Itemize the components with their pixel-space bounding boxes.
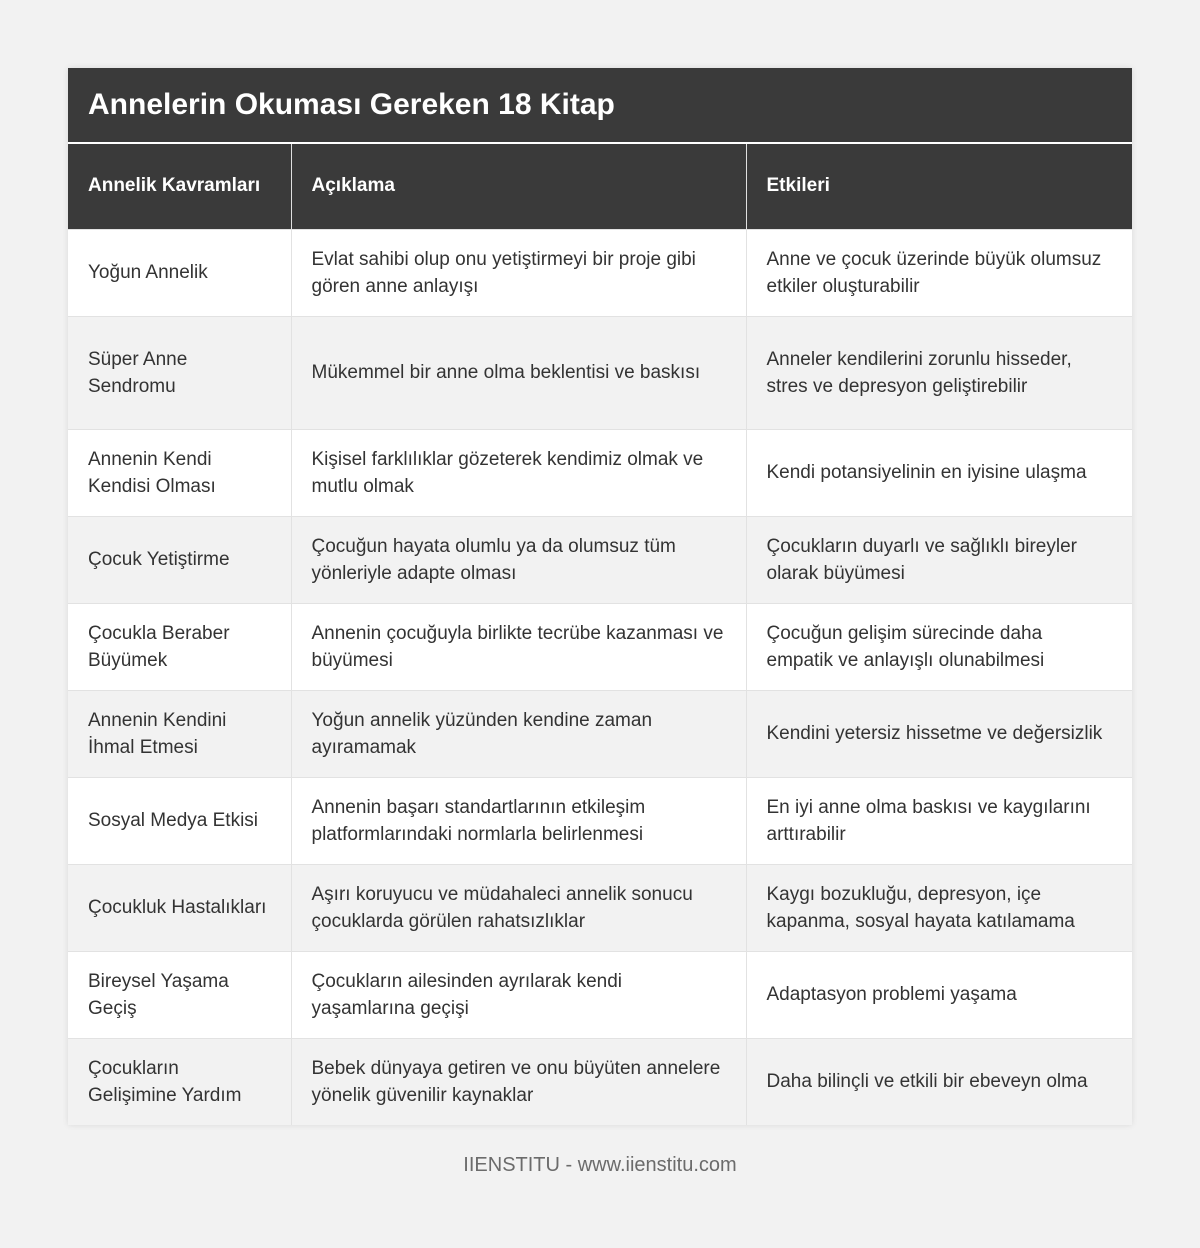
column-header-description: Açıklama [291,144,746,229]
concepts-table [68,144,1132,1125]
table-title: Annelerin Okuması Gereken 18 Kitap [68,68,1132,144]
description-cell: Mükemmel bir anne olma beklentisi ve baskısı [291,316,746,429]
description-cell: Kişisel farklılıklar gözeterek kendimiz olmak ve mutlu olmak [291,429,746,516]
effects-cell: Çocukların duyarlı ve sağlıklı bireyler olarak büyümesi [746,516,1132,603]
description-cell: Çocukların ailesinden ayrılarak kendi yaşamlarına geçişi [291,951,746,1038]
table-row [68,690,1132,777]
description-cell: Annenin başarı standartlarının etkileşim platformlarındaki normlarla belirlenmesi [291,777,746,864]
effects-cell: Kendini yetersiz hissetme ve değersizlik [746,690,1132,777]
table-row [68,516,1132,603]
concept-cell: Bireysel Yaşama Geçiş [68,951,291,1038]
table-row [68,429,1132,516]
concept-cell: Annenin Kendi Kendisi Olması [68,429,291,516]
description-cell: Yoğun annelik yüzünden kendine zaman ayıramamak [291,690,746,777]
concept-cell: Çocukla Beraber Büyümek [68,603,291,690]
column-header-concept: Annelik Kavramları [68,144,291,229]
column-header-effects: Etkileri [746,144,1132,229]
table-row [68,1038,1132,1125]
effects-cell: Anneler kendilerini zorunlu hisseder, stres ve depresyon geliştirebilir [746,316,1132,429]
concept-cell: Yoğun Annelik [68,229,291,316]
effects-cell: En iyi anne olma baskısı ve kaygılarını arttırabilir [746,777,1132,864]
effects-cell: Daha bilinçli ve etkili bir ebeveyn olma [746,1038,1132,1125]
table-row [68,316,1132,429]
concept-cell: Sosyal Medya Etkisi [68,777,291,864]
effects-cell: Kendi potansiyelinin en iyisine ulaşma [746,429,1132,516]
concept-cell: Çocukların Gelişimine Yardım [68,1038,291,1125]
table-row [68,603,1132,690]
description-cell: Annenin çocuğuyla birlikte tecrübe kazanması ve büyümesi [291,603,746,690]
table-header-row [68,144,1132,229]
effects-cell: Adaptasyon problemi yaşama [746,951,1132,1038]
footer-credit: IIENSTITU - www.iienstitu.com [463,1154,737,1176]
concept-cell: Süper Anne Sendromu [68,316,291,429]
effects-cell: Anne ve çocuk üzerinde büyük olumsuz etkiler oluşturabilir [746,229,1132,316]
table-row [68,864,1132,951]
table-row [68,229,1132,316]
description-cell: Bebek dünyaya getiren ve onu büyüten annelere yönelik güvenilir kaynaklar [291,1038,746,1125]
effects-cell: Çocuğun gelişim sürecinde daha empatik ve anlayışlı olunabilmesi [746,603,1132,690]
description-cell: Evlat sahibi olup onu yetiştirmeyi bir proje gibi gören anne anlayışı [291,229,746,316]
table-row [68,777,1132,864]
table-card [68,68,1132,1125]
description-cell: Çocuğun hayata olumlu ya da olumsuz tüm yönleriyle adapte olması [291,516,746,603]
table-row [68,951,1132,1038]
concept-cell: Çocukluk Hastalıkları [68,864,291,951]
description-cell: Aşırı koruyucu ve müdahaleci annelik sonucu çocuklarda görülen rahatsızlıklar [291,864,746,951]
concept-cell: Annenin Kendini İhmal Etmesi [68,690,291,777]
concept-cell: Çocuk Yetiştirme [68,516,291,603]
effects-cell: Kaygı bozukluğu, depresyon, içe kapanma, sosyal hayata katılamama [746,864,1132,951]
